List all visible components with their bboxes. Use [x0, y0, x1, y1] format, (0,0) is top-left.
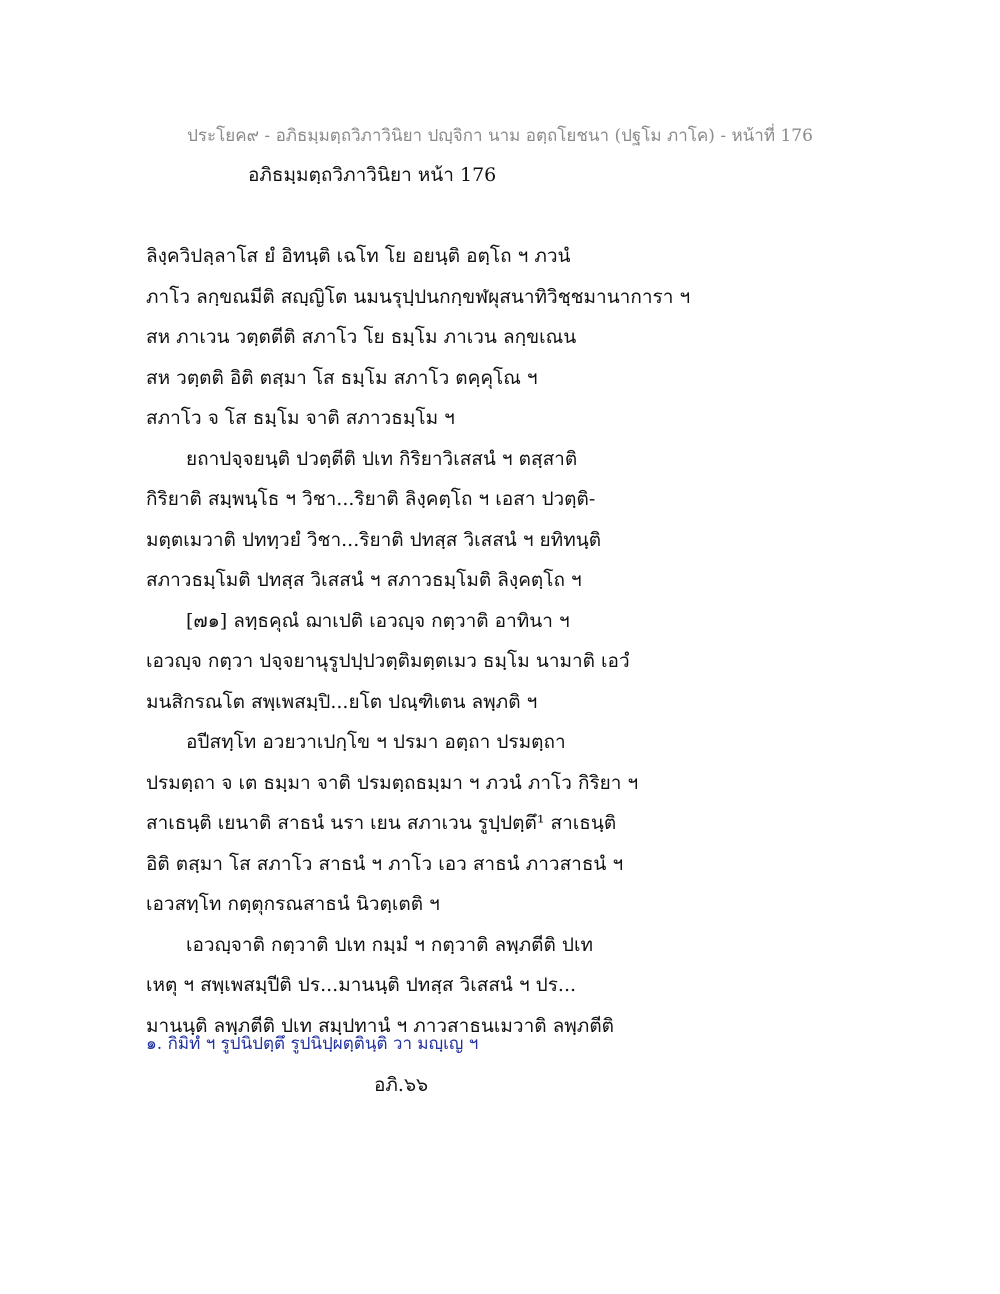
text-line: เอวญฺจ กตฺวา ปจฺจยานุรูปปฺปวตฺติมตฺตเมว ธมฺโม นามาติ เอวํ	[146, 650, 630, 672]
running-header: ประโยค๙ - อภิธมฺมตฺถวิภาวินิยา ปญฺจิกา นาม อตฺถโยชนา (ปฐโม ภาโค) - หน้าที่ 176	[187, 126, 813, 146]
text-line: ลิงฺควิปลฺลาโส ยํ อิทนฺติ เฉโท โย อยนฺติ อตฺโถ ฯ ภวนํ	[146, 245, 571, 267]
text-line: มนสิกรณโต สพฺเพสมฺปิ...ยโต ปณฺฑิเตน ลพฺภติ ฯ	[146, 690, 538, 713]
text-line: สภาวธมฺโมติ ปทสฺส วิเสสนํ ฯ สภาวธมฺโมติ ลิงฺคตฺโถ ฯ	[146, 569, 582, 591]
text-line: สห ภาเวน วตฺตตีติ สภาโว โย ธมฺโม ภาเวน ลกฺขเณน	[146, 326, 577, 348]
text-line: มตฺตเมวาติ ปททฺวยํ วิชา...ริยาติ ปทสฺส วิเสสนํ ฯ ยทิทนฺติ	[146, 528, 602, 551]
text-line: กิริยาติ สมฺพนฺโธ ฯ วิชา...ริยาติ ลิงฺคตฺโถ ฯ เอสา ปวตฺติ-	[146, 488, 596, 510]
text-line: สาเธนฺติ เยนาติ สาธนํ นรา เยน สภาเวน รูปฺปตฺตึ¹ สาเธนฺติ	[146, 812, 617, 834]
paragraph-start-line: [๗๑] ลทฺธคุณํ ฌาเปติ เอวญฺจ กตฺวาติ อาทินา ฯ	[186, 609, 570, 632]
paragraph-start-line: เอวญฺจาติ กตฺวาติ ปเท กมฺมํ ฯ กตฺวาติ ลพฺภตีติ ปเท	[186, 933, 593, 956]
text-line: มานนฺติ ลพฺภตีติ ปเท สมฺปทานํ ฯ ภาวสาธนเมวาติ ลพฺภตีติ	[146, 1014, 615, 1037]
page-title: อภิธมฺมตฺถวิภาวินิยา หน้า 176	[248, 164, 497, 186]
paragraph-start-line: อปีสทฺโท อวยวาเปกฺโข ฯ ปรมา อตฺถา ปรมตฺถา	[186, 731, 566, 753]
footnote: ๑. กิมิทํ ฯ รูปนิปตฺตึ รูปนิปฺผตฺตินฺติ วา มญฺเญ ฯ	[146, 1034, 479, 1054]
text-line: สภาโว จ โส ธมฺโม จาติ สภาวธมฺโม ฯ	[146, 407, 455, 429]
text-line: สห วตฺตติ อิติ ตสฺมา โส ธมฺโม สภาโว ตคฺคุโณ ฯ	[146, 366, 538, 389]
body-text	[146, 236, 846, 1046]
page-reference: อภิ.๖๖	[374, 1074, 429, 1096]
text-line: เหตุ ฯ สพฺเพสมฺปีติ ปร...มานนฺติ ปทสฺส วิเสสนํ ฯ ปร...	[146, 974, 577, 996]
paragraph-start-line: ยถาปจฺจยนฺติ ปวตฺตีติ ปเท กิริยาวิเสสนํ ฯ ตสฺสาติ	[186, 447, 578, 470]
text-line: ภาโว ลกฺขณมีติ สญฺญิโต นมนรุปฺปนกกฺขฬผุสนาทิวิชฺชมานาการา ฯ	[146, 285, 691, 308]
text-line: เอวสทฺโท กตฺตุกรณสาธนํ นิวตฺเตติ ฯ	[146, 893, 440, 915]
text-line: ปรมตฺถา จ เต ธมฺมา จาติ ปรมตฺถธมฺมา ฯ ภวนํ ภาโว กิริยา ฯ	[146, 771, 639, 794]
text-line: อิติ ตสฺมา โส สภาโว สาธนํ ฯ ภาโว เอว สาธนํ ภาวสาธนํ ฯ	[146, 852, 624, 875]
